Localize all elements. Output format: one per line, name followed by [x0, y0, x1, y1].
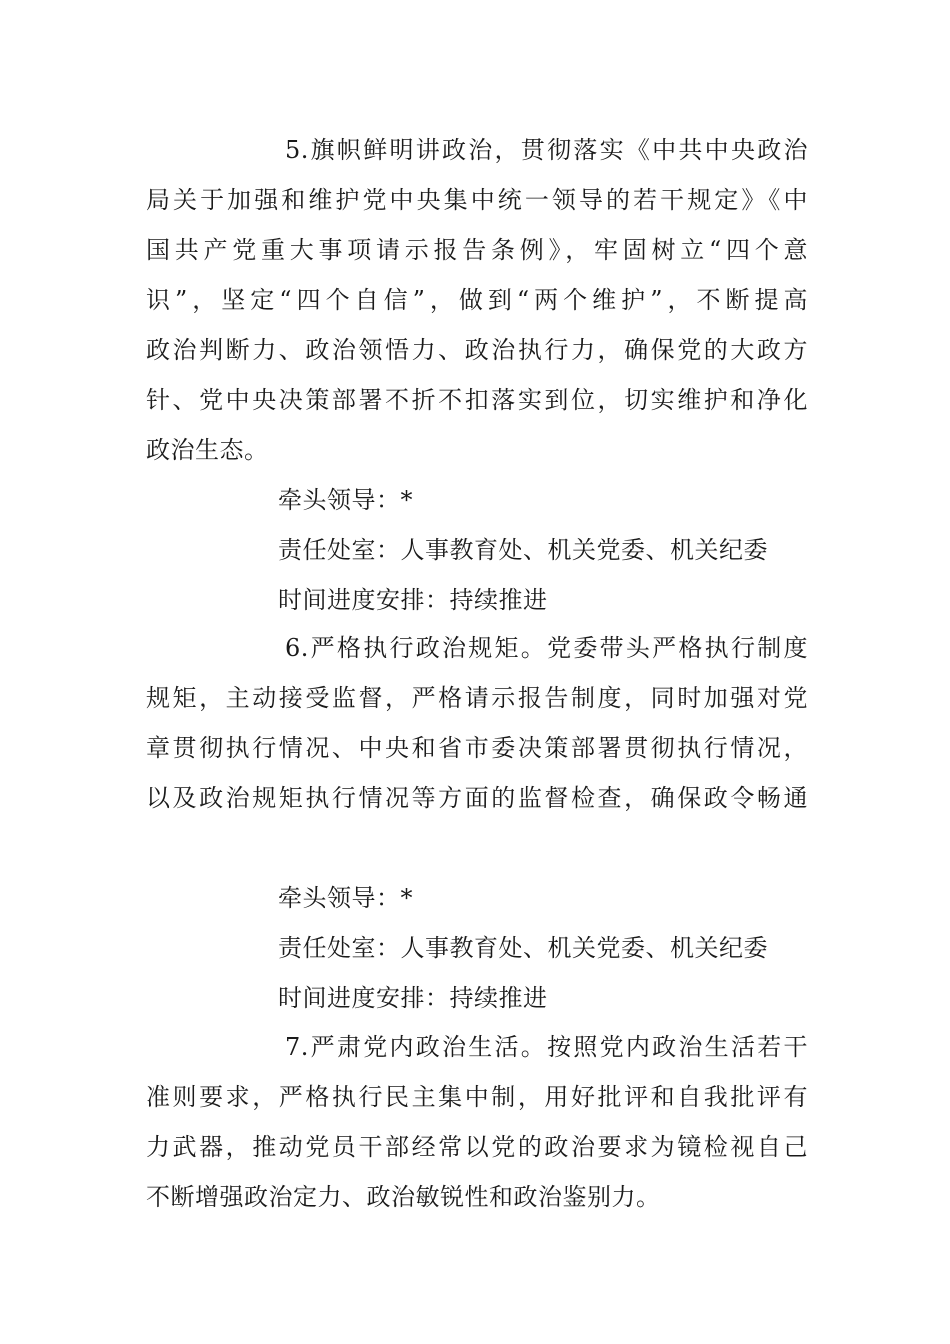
item6-lead-leader: 牵头领导：*	[278, 884, 413, 912]
item5-paragraph-line: 局关于加强和维护党中央集中统一领导的若干规定》《中	[146, 186, 808, 214]
item6-paragraph-line: 规矩，主动接受监督，严格请示报告制度，同时加强对党	[146, 684, 808, 712]
item6-paragraph-line: 6.严格执行政治规矩。党委带头严格执行制度	[285, 634, 808, 662]
item6-schedule: 时间进度安排：持续推进	[278, 984, 548, 1012]
item5-responsible-dept: 责任处室：人事教育处、机关党委、机关纪委	[278, 536, 768, 564]
item5-schedule: 时间进度安排：持续推进	[278, 586, 548, 614]
item5-paragraph-line: 政治生态。	[146, 436, 269, 464]
item6-paragraph-line: 以及政治规矩执行情况等方面的监督检查，确保政令畅通	[146, 784, 808, 812]
item7-paragraph-line: 7.严肃党内政治生活。按照党内政治生活若干	[285, 1033, 808, 1061]
item5-paragraph-line: 政治判断力、政治领悟力、政治执行力，确保党的大政方	[146, 336, 808, 364]
item6-paragraph-line: 章贯彻执行情况、中央和省市委决策部署贯彻执行情况，	[146, 734, 808, 762]
item7-paragraph-line: 不断增强政治定力、政治敏锐性和政治鉴别力。	[146, 1183, 661, 1211]
item5-paragraph-line: 针、党中央决策部署不折不扣落实到位，切实维护和净化	[146, 386, 808, 414]
item7-paragraph-line: 力武器，推动党员干部经常以党的政治要求为镜检视自己	[146, 1133, 808, 1161]
item5-paragraph-line: 5.旗帜鲜明讲政治，贯彻落实《中共中央政治	[285, 136, 808, 164]
item5-paragraph-line: 识”，坚定“四个自信”，做到“两个维护”，不断提高	[146, 286, 808, 314]
item7-paragraph-line: 准则要求，严格执行民主集中制，用好批评和自我批评有	[146, 1083, 808, 1111]
item6-responsible-dept: 责任处室：人事教育处、机关党委、机关纪委	[278, 934, 768, 962]
item5-paragraph-line: 国共产党重大事项请示报告条例》，牢固树立“四个意	[146, 236, 808, 264]
item5-lead-leader: 牵头领导：*	[278, 486, 413, 514]
